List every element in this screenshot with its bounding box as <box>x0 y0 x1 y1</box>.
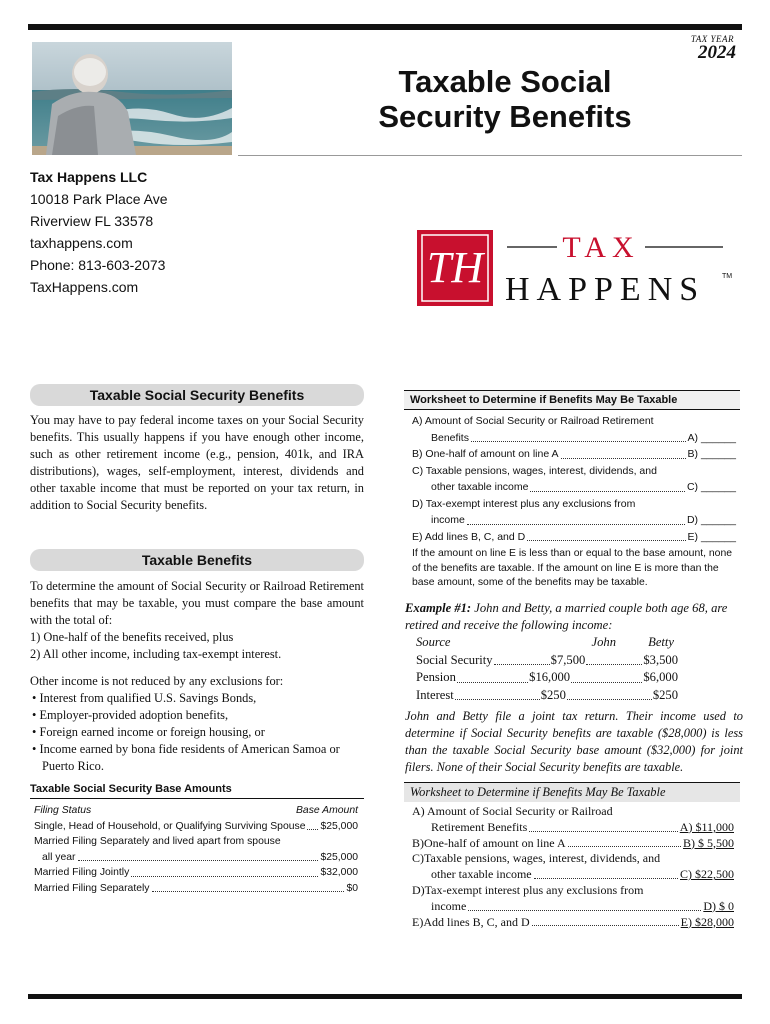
worksheet-line-c-label: C) Taxable pensions, wages, interest, dividends, and <box>412 464 657 477</box>
worksheet2-line-a: Retirement Benefits A) $11,000 <box>431 819 734 834</box>
worksheet2-line-c-label: C)Taxable pensions, wages, interest, dividends, and <box>412 851 661 866</box>
table-row: all year $25,000 <box>42 851 358 863</box>
worksheet-heading: Worksheet to Determine if Benefits May Be Taxable <box>404 390 740 410</box>
table-row: Interest $250 $250 <box>416 687 679 702</box>
bottom-rule <box>28 994 742 999</box>
worksheet-line-a-label: A) Amount of Social Security or Railroad Retirement <box>412 415 654 427</box>
firm-address-1: 10018 Park Place Ave <box>30 191 168 207</box>
firm-website-2[interactable]: TaxHappens.com <box>30 279 139 295</box>
worksheet2-line-e: E)Add lines B, C, and D E) $28,000 <box>412 914 734 929</box>
col-base-amount: Base Amount <box>296 805 358 816</box>
company-logo <box>417 230 737 310</box>
section-paragraph-taxable-ss: You may have to pay federal income taxes on your Social Security benefits. This usually happens if you have enough other income, such as other retirement income (e.g., pension, 401k, and IRA distributions), wages, self-employment, interest, dividends and other taxable income that must be reported on your tax return, in addition to Social Security benefits. <box>30 413 364 512</box>
logo-monogram: TH <box>426 243 484 292</box>
worksheet-line-c: other taxable income C) ______ <box>431 481 736 493</box>
other-income-intro: Other income is not reduced by any exclusions for: <box>30 674 284 688</box>
table-row: Social Security $7,500 $3,500 <box>416 652 679 667</box>
list-item: • Income earned by bona fide residents of American Samoa or Puerto Rico. <box>32 742 340 773</box>
page-title <box>330 64 680 134</box>
header-photo <box>32 42 232 155</box>
tax-year-label: TAX YEAR <box>690 34 734 44</box>
logo-word-happens: HAPPENS <box>505 271 706 308</box>
title-line-1: Taxable Social <box>398 64 612 99</box>
worksheet-line-d-label: D) Tax-exempt interest plus any exclusions from <box>412 497 636 510</box>
worksheet-line-a: Benefits A) ______ <box>431 431 736 444</box>
tax-year: 2024 <box>698 42 736 63</box>
table-row: Married Filing Jointly $32,000 <box>34 867 358 878</box>
list-item: • Interest from qualified U.S. Savings Bonds, <box>32 691 257 705</box>
worksheet2-line-a-label: A) Amount of Social Security or Railroad <box>412 804 613 818</box>
example-label: Example #1: <box>405 601 472 615</box>
worksheet-note: If the amount on line E is less than or equal to the base amount, none of the benefits are taxable. If the amount on line E is more than the base amount, some of the benefits may be taxable. <box>412 548 733 588</box>
taxable-benefits-item-1: 1) One-half of the benefits received, plus <box>30 630 234 644</box>
example-intro <box>405 600 743 634</box>
list-item: • Foreign earned income or foreign housing, or <box>32 725 265 739</box>
table-header: Source John Betty <box>416 635 674 649</box>
firm-name: Tax Happens LLC <box>30 169 148 185</box>
firm-info <box>30 166 168 298</box>
table-row: Pension $16,000 $6,000 <box>416 670 678 684</box>
firm-phone: Phone: 813-603-2073 <box>30 257 166 273</box>
table-row-label: Married Filing Separately and lived apart from spouse <box>34 836 281 847</box>
title-line-2: Security Benefits <box>378 99 632 134</box>
firm-address-2: Riverview FL 33578 <box>30 213 154 229</box>
worksheet-line-b: B) One-half of amount on line A B) ______ <box>412 448 736 460</box>
taxable-benefits-intro: To determine the amount of Social Security or Railroad Retirement benefits that may be taxable, you must compare the base amount with the total of: <box>30 579 364 627</box>
top-rule <box>28 24 742 30</box>
section-heading-taxable-benefits: Taxable Benefits <box>30 549 364 571</box>
title-rule <box>238 155 742 156</box>
taxable-benefits-item-2: 2) All other income, including tax-exempt interest. <box>30 647 282 661</box>
logo-tm: TM <box>722 273 733 280</box>
example-intro-text: John and Betty, a married couple both age 68, are retired and receive the following income: <box>405 601 728 632</box>
worksheet-blank <box>412 413 736 545</box>
base-amounts-table <box>34 803 358 896</box>
worksheet2-line-c: other taxable income C) $22,500 <box>431 867 734 882</box>
worksheet2-line-b: B)One-half of amount on line A B) $ 5,500 <box>412 835 734 850</box>
example-conclusion: John and Betty file a joint tax return. Their income used to determine if Social Security benefits are taxable ($28,000) is less than the taxable Social Security base amount ($32,000) for joint filers. None of their Social Security benefits are taxable. <box>405 709 743 774</box>
base-amounts-heading: Taxable Social Security Base Amounts <box>30 783 364 799</box>
worksheet2-heading: Worksheet to Determine if Benefits May Be Taxable <box>404 782 740 802</box>
list-item: • Employer-provided adoption benefits, <box>32 708 229 722</box>
example-table <box>416 634 678 704</box>
firm-website[interactable]: taxhappens.com <box>30 235 133 251</box>
worksheet-line-e: E) Add lines B, C, and D E) ______ <box>412 530 736 543</box>
worksheet2-line-d: income D) $ 0 <box>431 898 734 913</box>
worksheet-line-d: income D) ______ <box>431 514 736 526</box>
exclusions-list <box>30 690 364 775</box>
logo-word-tax: TAX <box>562 231 640 264</box>
section-taxable-benefits-body <box>30 578 364 775</box>
table-row: Married Filing Separately $0 <box>34 882 358 894</box>
col-filing-status: Filing Status <box>34 805 92 816</box>
table-header <box>34 803 358 819</box>
table-row: Single, Head of Household, or Qualifying Surviving Spouse $25,000 <box>34 820 358 832</box>
worksheet-filled <box>412 804 734 930</box>
worksheet2-line-d-label: D)Tax-exempt interest plus any exclusions from <box>412 882 644 897</box>
section-heading-taxable-ss: Taxable Social Security Benefits <box>30 384 364 406</box>
